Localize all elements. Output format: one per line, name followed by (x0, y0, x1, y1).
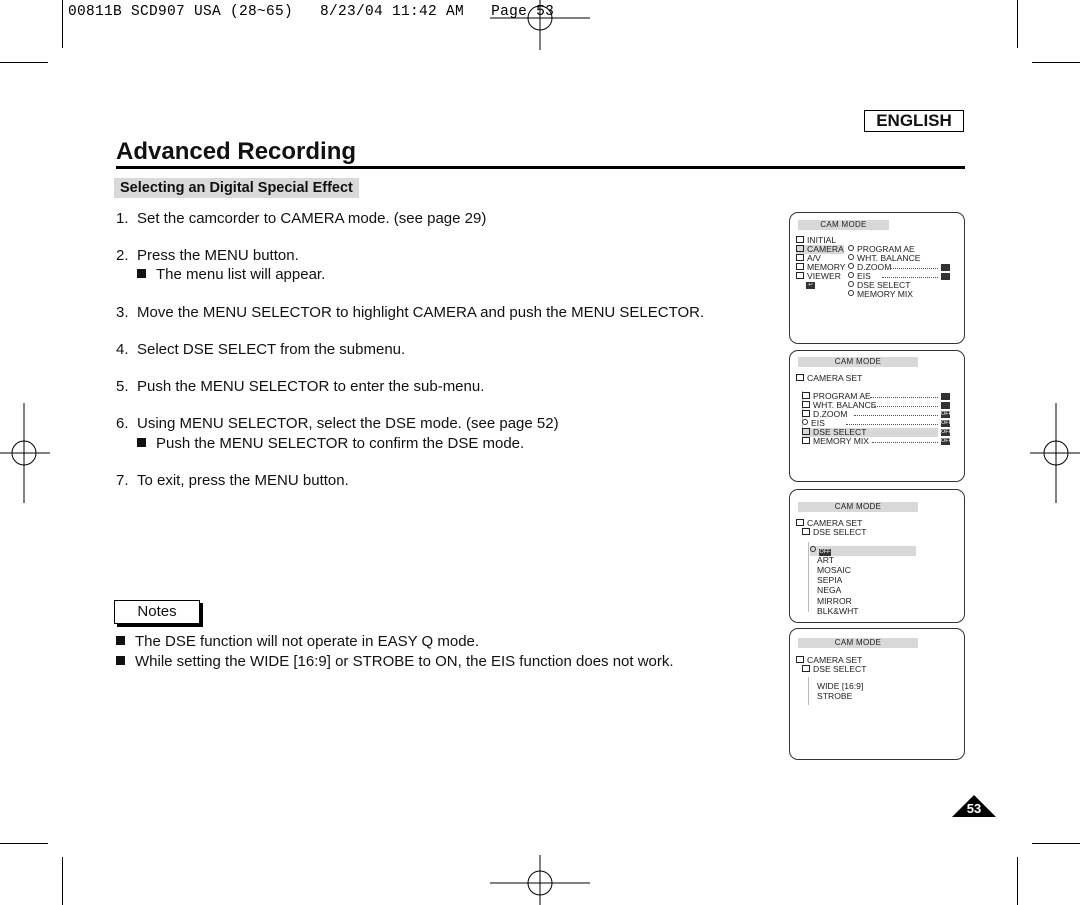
leader-dots (872, 442, 938, 443)
screen-header: CAMERA SET (796, 656, 862, 665)
submenu-item: EIS (848, 272, 871, 281)
screen-title: CAM MODE (798, 357, 918, 367)
setting-row: D.ZOOM (802, 410, 847, 419)
step-number: 1. (116, 210, 129, 227)
submenu-item: DSE SELECT (848, 281, 911, 290)
menu-item-memory: MEMORY (796, 263, 846, 272)
section-title: Selecting an Digital Special Effect (114, 178, 359, 198)
crop-mark (0, 62, 48, 63)
step-4 (116, 341, 405, 358)
note-text: While setting the WIDE [16:9] or STROBE to ON, the EIS function does not work. (135, 653, 674, 670)
screen-title: CAM MODE (798, 638, 918, 648)
step-text: Set the camcorder to CAMERA mode. (see page 29) (137, 210, 487, 227)
dse-icon (802, 665, 810, 672)
step-text: Push the MENU SELECTOR to enter the sub-menu. (137, 378, 485, 395)
leader-dots (890, 268, 938, 269)
crop-mark (1017, 0, 1018, 48)
option: ART (817, 555, 835, 565)
step-6-bullet (137, 435, 524, 452)
value-icon (941, 402, 950, 409)
leader-dots (846, 424, 938, 425)
memory-mix-icon (802, 437, 810, 444)
option: MOSAIC (817, 565, 851, 575)
folder-icon (796, 254, 804, 261)
white-balance-icon (802, 401, 810, 408)
step-text: Move the MENU SELECTOR to highlight CAMERA and push the MENU SELECTOR. (137, 304, 705, 321)
crop-mark (62, 0, 63, 48)
step-number: 2. (116, 247, 129, 264)
step-7 (116, 472, 349, 489)
camera-icon (796, 519, 804, 526)
option: SEPIA (817, 575, 843, 585)
setting-row: WHT. BALANCE (802, 401, 877, 410)
screen-header: CAMERA SET (796, 374, 862, 383)
submenu-item: WHT. BALANCE (848, 254, 921, 263)
step-2-bullet (137, 266, 325, 283)
bullet-circle-icon (802, 419, 808, 425)
option: BLK&WHT (817, 606, 859, 616)
page-title: Advanced Recording (116, 138, 357, 165)
menu-item-av: A/V (796, 254, 821, 263)
language-tab: ENGLISH (864, 110, 964, 132)
step-2 (116, 247, 299, 264)
menu-item-viewer: VIEWER (796, 272, 841, 281)
menu-screen-1 (789, 212, 965, 344)
value-icon (941, 273, 950, 280)
submenu-item: D.ZOOM (848, 263, 891, 272)
bullet-text: Push the MENU SELECTOR to confirm the DSE mode. (156, 435, 525, 452)
step-number: 3. (116, 304, 129, 321)
tree-line (808, 542, 809, 612)
step-number: 7. (116, 472, 129, 489)
step-text: Select DSE SELECT from the submenu. (137, 341, 406, 358)
submenu-item: PROGRAM AE (848, 245, 915, 254)
step-number: 6. (116, 415, 129, 432)
crop-mark (62, 857, 63, 905)
print-slug: 00811B SCD907 USA (28~65) 8/23/04 11:42 AM Page 53 (68, 4, 555, 20)
value-off: OFF (941, 438, 952, 444)
menu-item-camera: CAMERA (796, 245, 844, 254)
value-off: OFF (941, 411, 952, 417)
bullet-circle-icon (848, 263, 854, 269)
option: MIRROR (817, 596, 852, 606)
option: WIDE [16:9] (817, 681, 864, 691)
leader-dots (870, 397, 938, 398)
camera-icon (796, 374, 804, 381)
menu-screen-4 (789, 628, 965, 760)
value-off: OFF (941, 429, 952, 435)
leader-dots (874, 406, 938, 407)
step-3 (116, 304, 704, 321)
crop-mark (0, 843, 48, 844)
return-icon: ↩ (806, 282, 815, 289)
menu-screen-2 (789, 350, 965, 482)
step-number: 5. (116, 378, 129, 395)
dse-icon (802, 428, 810, 435)
bullet-square-icon (137, 269, 146, 278)
bullet-circle-icon (848, 281, 854, 287)
registration-mark-bottom (490, 855, 590, 905)
menu-screen-3 (789, 489, 965, 623)
step-5 (116, 378, 484, 395)
step-number: 4. (116, 341, 129, 358)
value-icon (941, 264, 950, 271)
step-text: To exit, press the MENU button. (137, 472, 349, 489)
setting-row: EIS (802, 419, 825, 428)
folder-icon (796, 263, 804, 270)
crop-mark (1032, 843, 1080, 844)
screen-subheader: DSE SELECT (802, 665, 867, 674)
option: NEGA (817, 585, 842, 595)
zoom-icon (802, 410, 810, 417)
notes-label: Notes (114, 600, 200, 624)
screen-header: CAMERA SET (796, 519, 862, 528)
bullet-circle-icon (848, 245, 854, 251)
step-1 (116, 210, 486, 227)
bullet-square-icon (137, 438, 146, 447)
option: STROBE (817, 691, 853, 701)
bullet-circle-icon (848, 272, 854, 278)
title-rule (116, 166, 965, 169)
folder-icon (796, 236, 804, 243)
setting-row: PROGRAM AE (802, 392, 871, 401)
leader-dots (882, 277, 938, 278)
registration-mark-left (0, 403, 50, 503)
setting-row-selected: DSE SELECT (802, 428, 938, 437)
note-item (116, 653, 674, 670)
note-item (116, 633, 479, 650)
menu-item-initial: INITIAL (796, 236, 836, 245)
camera-icon (796, 656, 804, 663)
value-icon (941, 393, 950, 400)
crop-mark (1032, 62, 1080, 63)
leader-dots (854, 415, 938, 416)
screen-subheader: DSE SELECT (802, 528, 867, 537)
bullet-circle-icon (848, 254, 854, 260)
dse-icon (802, 528, 810, 535)
value-off: OFF (941, 420, 952, 426)
screen-title: CAM MODE (798, 220, 889, 230)
bullet-square-icon (116, 636, 125, 645)
crop-mark (1017, 857, 1018, 905)
bullet-circle-icon (848, 290, 854, 296)
step-6 (116, 415, 559, 432)
bullet-text: The menu list will appear. (156, 266, 326, 283)
folder-icon (796, 272, 804, 279)
bullet-circle-icon (810, 546, 816, 552)
step-text: Press the MENU button. (137, 247, 299, 264)
setting-row: MEMORY MIX (802, 437, 869, 446)
bullet-square-icon (116, 656, 125, 665)
screen-title: CAM MODE (798, 502, 918, 512)
tree-line (808, 677, 809, 705)
program-ae-icon (802, 392, 810, 399)
submenu-item: MEMORY MIX (848, 290, 913, 299)
folder-icon (796, 245, 804, 252)
registration-mark-right (1030, 403, 1080, 503)
option-selected: OFF (810, 546, 916, 556)
note-text: The DSE function will not operate in EASY Q mode. (135, 633, 480, 650)
page-number: 53 (966, 801, 982, 816)
step-text: Using MENU SELECTOR, select the DSE mode. (see page 52) (137, 415, 559, 432)
